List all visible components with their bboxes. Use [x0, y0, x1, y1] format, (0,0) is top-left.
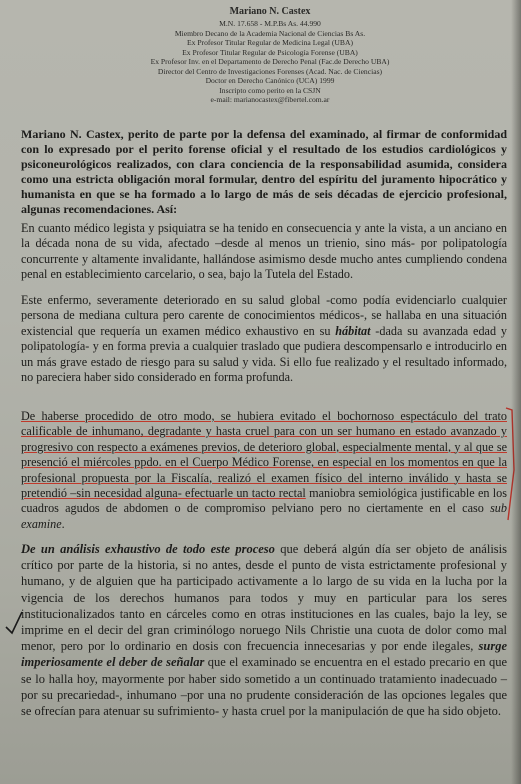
letterhead-line: Director del Centro de Investigaciones Forenses (Acad. Nac. de Ciencias): [157, 66, 383, 76]
paragraph-3-text-b: maniobra semiológica justificable en los cuadros agudos de abdomen o de compromiso pelviano pero no ciertamente en el caso: [21, 486, 507, 516]
paragraph-3: [21, 409, 507, 532]
letterhead-line: M.N. 17.658 - M.P.Bs As. 44.990: [219, 19, 321, 28]
letterhead-line: e-mail: marianocastex@fibertel.com.ar: [210, 95, 330, 104]
checkmark-icon: [6, 612, 22, 633]
letterhead-line: Doctor en Derecho Canónico (UCA) 1999: [205, 76, 335, 85]
paragraph-4-text-a: que deberá algún día ser objeto de análisis crítico por parte de la historia, si no antes, desde el punto de vista estrictamente profesional y humano, y de alguien que ha participado activamente a lo largo de su vida en la lucha por la vigencia de los derechos humanos para todos y muy en particular para los seres institucionalizados tanto en cárceles como en otras instituciones en las cuales, bajo la ley, se imprime en el decir del gran criminólogo noruego Nils Christie una cuota de dolor como mal menor, pero por lo ordinario en dosis con frecuencia innecesarias y por ende ilegales,: [21, 542, 507, 654]
habitat-word: hábitat: [335, 323, 371, 338]
paragraph-4: [21, 541, 507, 719]
letterhead-line: Ex Profesor Inv. en el Departamento de Derecho Penal (Fac.de Derecho UBA): [150, 57, 390, 66]
intro-paragraph: Mariano N. Castex, perito de parte por la defensa del examinado, al firmar de conformidad con lo expresado por el perito forense oficial y el resultado de los estudios cardiológicos y psiconeurológicos realizados, con clara conciencia de la responsabilidad asumida, considera como una estricta obligación moral formular, dentro del espíritu del juramento hipocrático y humanista en que se ha formado a lo largo de más de seis décadas de ejercicio profesional, algunas recomendaciones. Así:: [21, 127, 507, 216]
letterhead-line: Miembro Decano de la Academia Nacional de Ciencias Bs As.: [174, 28, 366, 38]
sub-examine-phrase: sub examine: [21, 501, 507, 531]
paragraph-4-lead: De un análisis exhaustivo de todo este proceso: [21, 542, 275, 556]
paragraph-4-emphasis: surge imperiosamente el deber de señalar: [21, 639, 507, 670]
letterhead-line: Ex Profesor Titular Regular de Psicología Forense (UBA): [182, 47, 358, 57]
letterhead-line: Ex Profesor Titular Regular de Medicina Legal (UBA): [187, 38, 353, 47]
paragraph-4-text-b: que el examinado se encuentra en el estado precario en que se lo halla hoy, mayormente por haber sido sometido a un continuado tratamiento inadecuado –por su precariedad-, inhumano –por una no prudente consideración de las opciones legales que se ofrecían para atenuar su sufrimiento- y hasta cruel por la manipulación de que ha sido objeto.: [21, 655, 507, 719]
paragraph-1: En cuanto médico legista y psiquiatra se ha tenido en consecuencia y ante la vista, a un anciano en la década nona de su vida, afectado –desde al menos un trienio, sino más- por polipatología concurrente y altamente invalidante, hallándose asimismo desde mucho antes cumpliendo condena penal en establecimiento carcelario, o sea, bajo la Tutela del Estado.: [21, 221, 507, 282]
letterhead-line: Inscripto como perito en la CSJN: [219, 85, 321, 95]
letterhead-name: Mariano N. Castex: [229, 6, 311, 17]
paragraph-2: [21, 293, 507, 385]
paragraph-3-underlined-text: De haberse procedido de otro modo, se hubiera evitado el bochornoso espectáculo del trato calificable de inhumano, degradante y hasta cruel para con un ser humano en estado avanzado y progresivo con respecto a exámenes previos, de deterioro global, especialmente mental, y al que se presenció el miércoles ppdo. en el Cuerpo Médico Forense, en especial en los momentos en que la profesional propuesta por la Fiscalía, realizó el examen físico del interno inválido y hasta se pretendió –sin necesidad alguna- efectuarle un tacto rectal: [21, 409, 507, 501]
red-bracket-mark: [506, 408, 514, 520]
paragraph-2-text-a: Este enfermo, severamente deteriorado en su salud global -como podía evidenciarlo cualquier persona de mediana cultura pero carente de conocimientos médicos-, se hallaba en una situación existencial que requería un examen médico exhaustivo en su: [21, 293, 507, 338]
letterhead: [100, 6, 440, 105]
paragraph-2-text-b: -dada su avanzada edad y polipatología- y en forma previa a cualquier traslado que pudiera descompensarlo e introducirlo en un más grave estado de riesgo para su salud y vida. Si ello fue realizado y el resultado informado, no pareciera haber sido considerado en forma profunda.: [21, 323, 507, 385]
paragraph-3-text-c: .: [61, 516, 65, 531]
